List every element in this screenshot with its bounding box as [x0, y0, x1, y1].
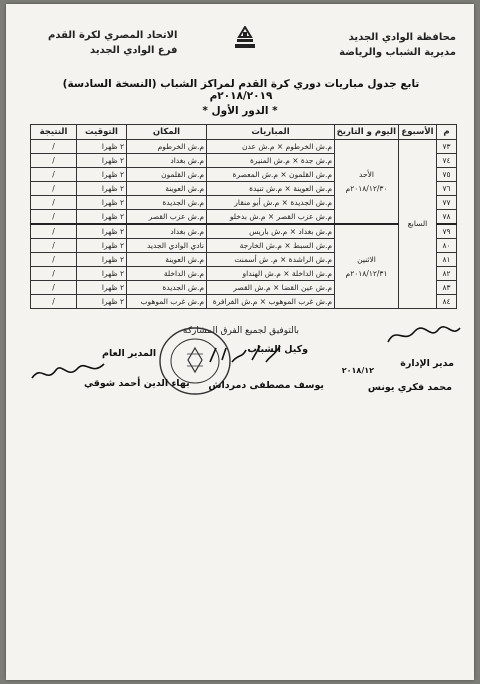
match-time: ٢ ظهرا — [77, 253, 127, 267]
match-pair: م.ش بغداد × م.ش باريس — [207, 224, 335, 239]
match-result: / — [31, 267, 77, 281]
match-number: ٨٤ — [437, 295, 457, 309]
day-cell — [335, 224, 399, 309]
day-date: ٢٠١٨/١٢/٣٠م — [345, 183, 388, 193]
ministry-logo-icon — [234, 26, 256, 50]
col-header-time: التوقيت — [77, 125, 127, 140]
match-result: / — [31, 154, 77, 168]
general-manager-title: المدير العام — [102, 348, 157, 359]
match-time: ٢ ظهرا — [77, 196, 127, 210]
match-number: ٧٣ — [437, 140, 457, 154]
match-result: / — [31, 182, 77, 196]
match-result: / — [31, 168, 77, 182]
director-handwritten-mark: ٢٠١٨/١٢ — [341, 366, 374, 375]
match-result: / — [31, 210, 77, 225]
match-time: ٢ ظهرا — [77, 154, 127, 168]
match-place: م.ش بغداد — [127, 154, 207, 168]
table-row — [31, 140, 457, 154]
col-header-place: المكان — [127, 125, 207, 140]
match-pair: م.ش جدة × م.ش المنيرة — [207, 154, 335, 168]
match-place: نادي الوادي الجديد — [127, 239, 207, 253]
deputy-name: يوسف مصطفى دمرداش — [208, 380, 324, 391]
round-subtitle: * الدور الأول * — [202, 105, 278, 117]
match-pair: م.ش العوينة × م.ش تنيدة — [207, 182, 335, 196]
page-title: تابع جدول مباريات دوري كرة القدم لمراكز الشباب (النسخة السادسة) ٢٠١٨/٢٠١٩م — [62, 78, 420, 102]
match-time: ٢ ظهرا — [77, 210, 127, 225]
col-header-matches: المباريات — [207, 125, 335, 140]
match-result: / — [31, 140, 77, 154]
match-number: ٧٧ — [437, 196, 457, 210]
match-place: م.ش عزب القصر — [127, 210, 207, 225]
col-header-result: النتيجة — [31, 125, 77, 140]
match-number: ٨١ — [437, 253, 457, 267]
match-pair: م.ش عين القضا × م.ش القصر — [207, 281, 335, 295]
match-pair: م.ش الجديدة × م.ش أبو منقار — [207, 196, 335, 210]
day-cell — [335, 140, 399, 225]
match-time: ٢ ظهرا — [77, 182, 127, 196]
match-time: ٢ ظهرا — [77, 224, 127, 239]
match-number: ٧٨ — [437, 210, 457, 225]
match-number: ٧٩ — [437, 224, 457, 239]
match-result: / — [31, 196, 77, 210]
header-left — [48, 28, 177, 58]
match-time: ٢ ظهرا — [77, 281, 127, 295]
match-time: ٢ ظهرا — [77, 140, 127, 154]
match-number: ٧٤ — [437, 154, 457, 168]
day-date: ٢٠١٨/١٢/٣١م — [345, 268, 388, 278]
match-time: ٢ ظهرا — [77, 168, 127, 182]
match-result: / — [31, 253, 77, 267]
federation-branch: فرع الوادي الجديد — [90, 45, 178, 56]
match-place: م.ش العوينة — [127, 253, 207, 267]
match-result: / — [31, 239, 77, 253]
match-place: م.ش الجديدة — [127, 281, 207, 295]
match-place: م.ش الداخلة — [127, 267, 207, 281]
director-name: محمد فكري يونس — [367, 382, 452, 393]
col-header-number: م — [437, 125, 457, 140]
match-place: م.ش غرب الموهوب — [127, 295, 207, 309]
match-result: / — [31, 295, 77, 309]
match-time: ٢ ظهرا — [77, 239, 127, 253]
match-time: ٢ ظهرا — [77, 295, 127, 309]
match-number: ٨٠ — [437, 239, 457, 253]
document-page — [6, 4, 474, 680]
match-pair: م.ش الراشدة × م. ش أسمنت — [207, 253, 335, 267]
match-time: ٢ ظهرا — [77, 267, 127, 281]
match-place: م.ش القلمون — [127, 168, 207, 182]
signature-right-icon — [384, 320, 464, 350]
federation-name: الاتحاد المصري لكرة القدم — [48, 30, 178, 41]
day-name: الأحد — [359, 169, 374, 179]
match-result: / — [31, 224, 77, 239]
match-pair: م.ش السبط × م.ش الخارجة — [207, 239, 335, 253]
match-pair: م.ش الداخلة × م.ش الهنداو — [207, 267, 335, 281]
col-header-day-date: اليوم و التاريخ — [335, 125, 399, 140]
schedule-table — [30, 124, 457, 309]
director-title: مدير الإدارة — [400, 358, 454, 369]
match-pair: م.ش القلمون × م.ش المعصرة — [207, 168, 335, 182]
match-place: م.ش بغداد — [127, 224, 207, 239]
deputy-title: وكيل الشباب — [247, 344, 308, 355]
match-pair: م.ش عزب القصر × م.ش بدخلو — [207, 210, 335, 225]
match-place: م.ش الخرطوم — [127, 140, 207, 154]
governorate-name: محافظة الوادي الجديد — [348, 32, 456, 43]
header-right — [339, 30, 456, 60]
directorate-name: مديرية الشباب والرياضة — [339, 47, 456, 58]
week-cell: السابع — [399, 140, 437, 309]
match-place: م.ش الجديدة — [127, 196, 207, 210]
match-pair: م.ش الخرطوم × م.ش عدن — [207, 140, 335, 154]
match-number: ٧٦ — [437, 182, 457, 196]
match-place: م.ش العوينة — [127, 182, 207, 196]
match-number: ٨٢ — [437, 267, 457, 281]
table-header-row — [31, 125, 457, 140]
match-result: / — [31, 281, 77, 295]
match-number: ٧٥ — [437, 168, 457, 182]
col-header-week: الأسبوع — [399, 125, 437, 140]
table-row — [31, 224, 457, 239]
match-number: ٨٣ — [437, 281, 457, 295]
day-name: الاثنين — [357, 254, 376, 264]
match-pair: م.ش غرب الموهوب × م.ش الفرافرة — [207, 295, 335, 309]
general-manager-name: بهاء الدين أحمد شوقي — [84, 378, 190, 389]
closing-note: بالتوفيق لجميع الفرق المشاركة — [182, 326, 300, 336]
